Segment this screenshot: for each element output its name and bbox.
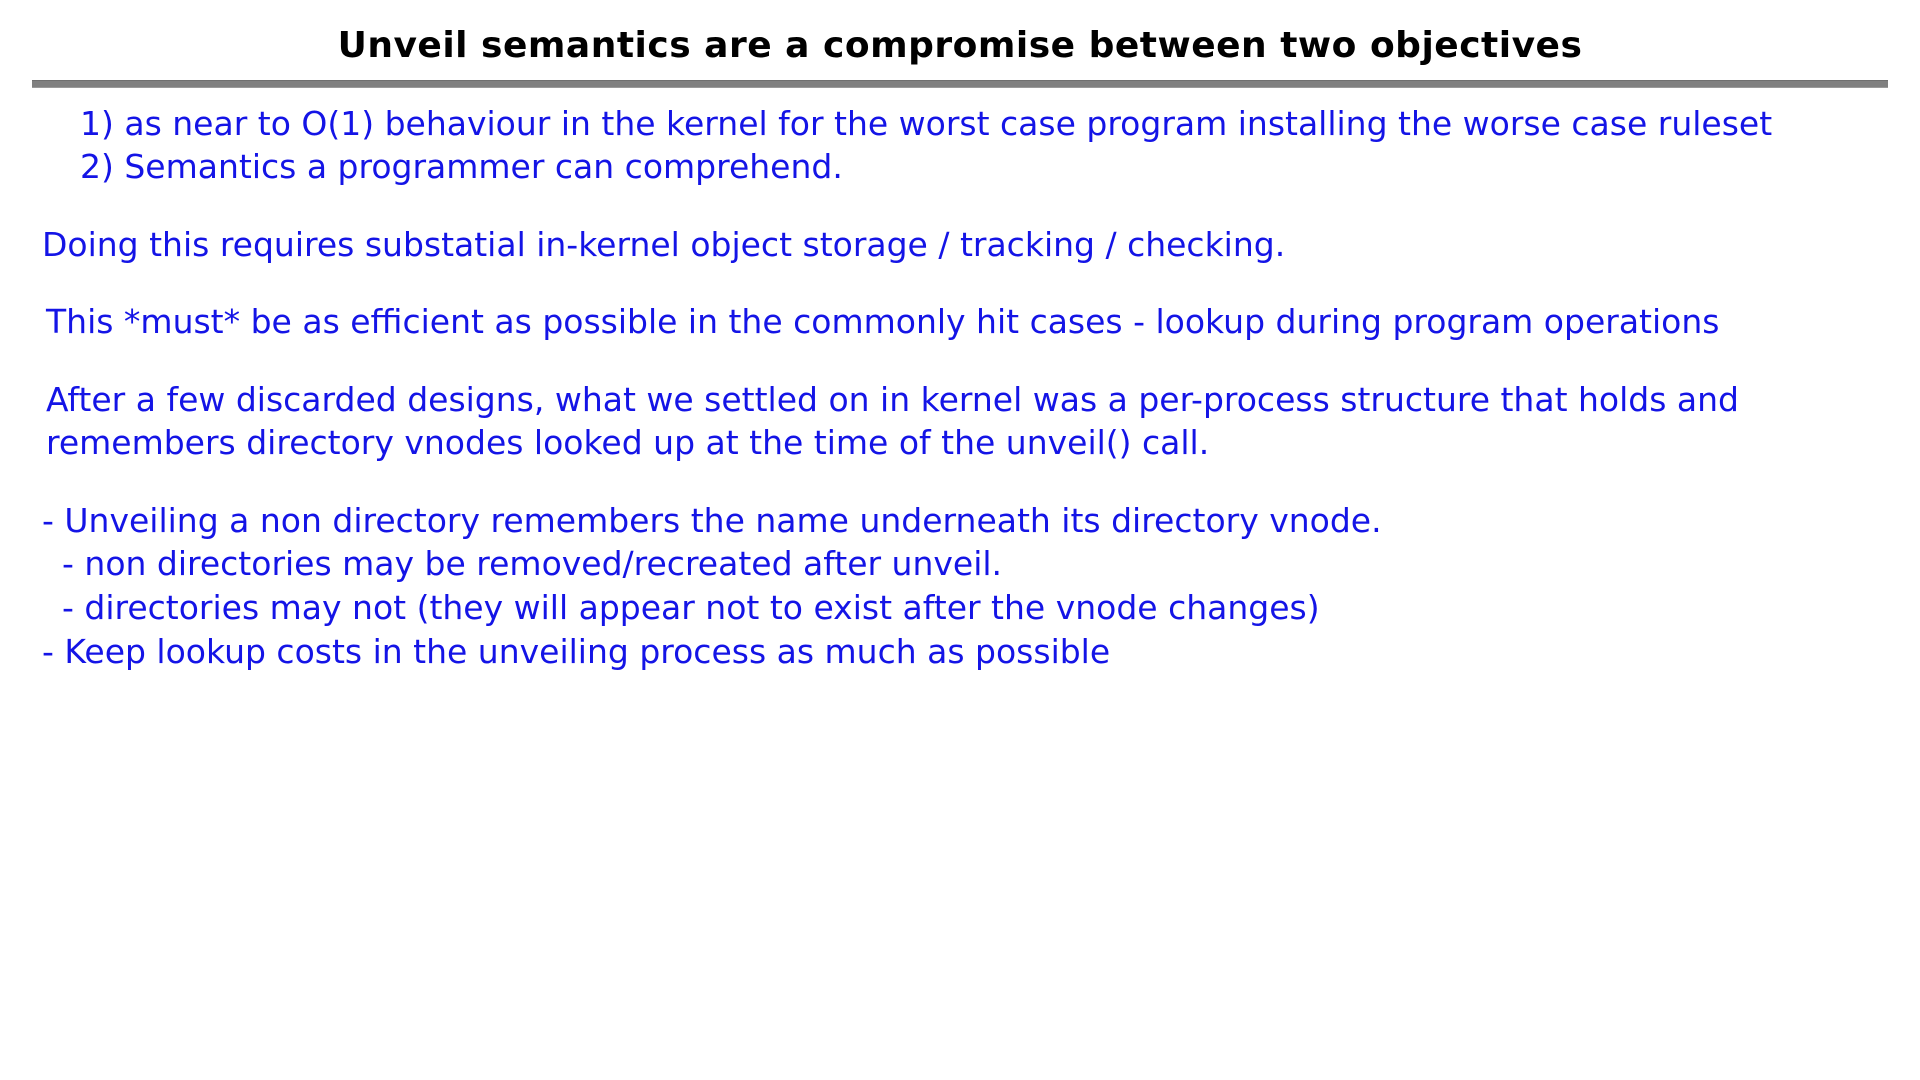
bullet-non-directories-removable: - non directories may be removed/recreated after unveil.	[62, 544, 1003, 584]
bullet-directories-not-removable: - directories may not (they will appear not to exist after the vnode changes)	[62, 587, 1320, 627]
bullet-keep-lookup-costs: - Keep lookup costs in the unveiling process as much as possible	[42, 631, 1111, 671]
efficiency-note-text: This *must* be as efficient as possible in the commonly hit cases - lookup during program operations	[46, 302, 1720, 342]
spacer	[34, 266, 1886, 300]
objective-1-text: 1) as near to O(1) behaviour in the kernel for the worst case program installing the worse case ruleset	[80, 103, 1773, 143]
bullet-unveiling-non-directory: - Unveiling a non directory remembers the name underneath its directory vnode.	[42, 500, 1382, 540]
objective-2-text: 2) Semantics a programmer can comprehend.	[80, 147, 843, 187]
spacer	[34, 344, 1886, 378]
slide-body	[0, 88, 1920, 673]
spacer	[34, 465, 1886, 499]
title-divider	[32, 80, 1888, 88]
design-note-text: After a few discarded designs, what we settled on in kernel was a per-process structure that holds and remembers directory vnodes looked up at the time of the unveil() call.	[46, 379, 1750, 463]
page-title: Unveil semantics are a compromise between two objectives	[337, 25, 1583, 66]
storage-note-text: Doing this requires substatial in-kernel object storage / tracking / checking.	[42, 224, 1286, 264]
spacer	[34, 189, 1886, 223]
